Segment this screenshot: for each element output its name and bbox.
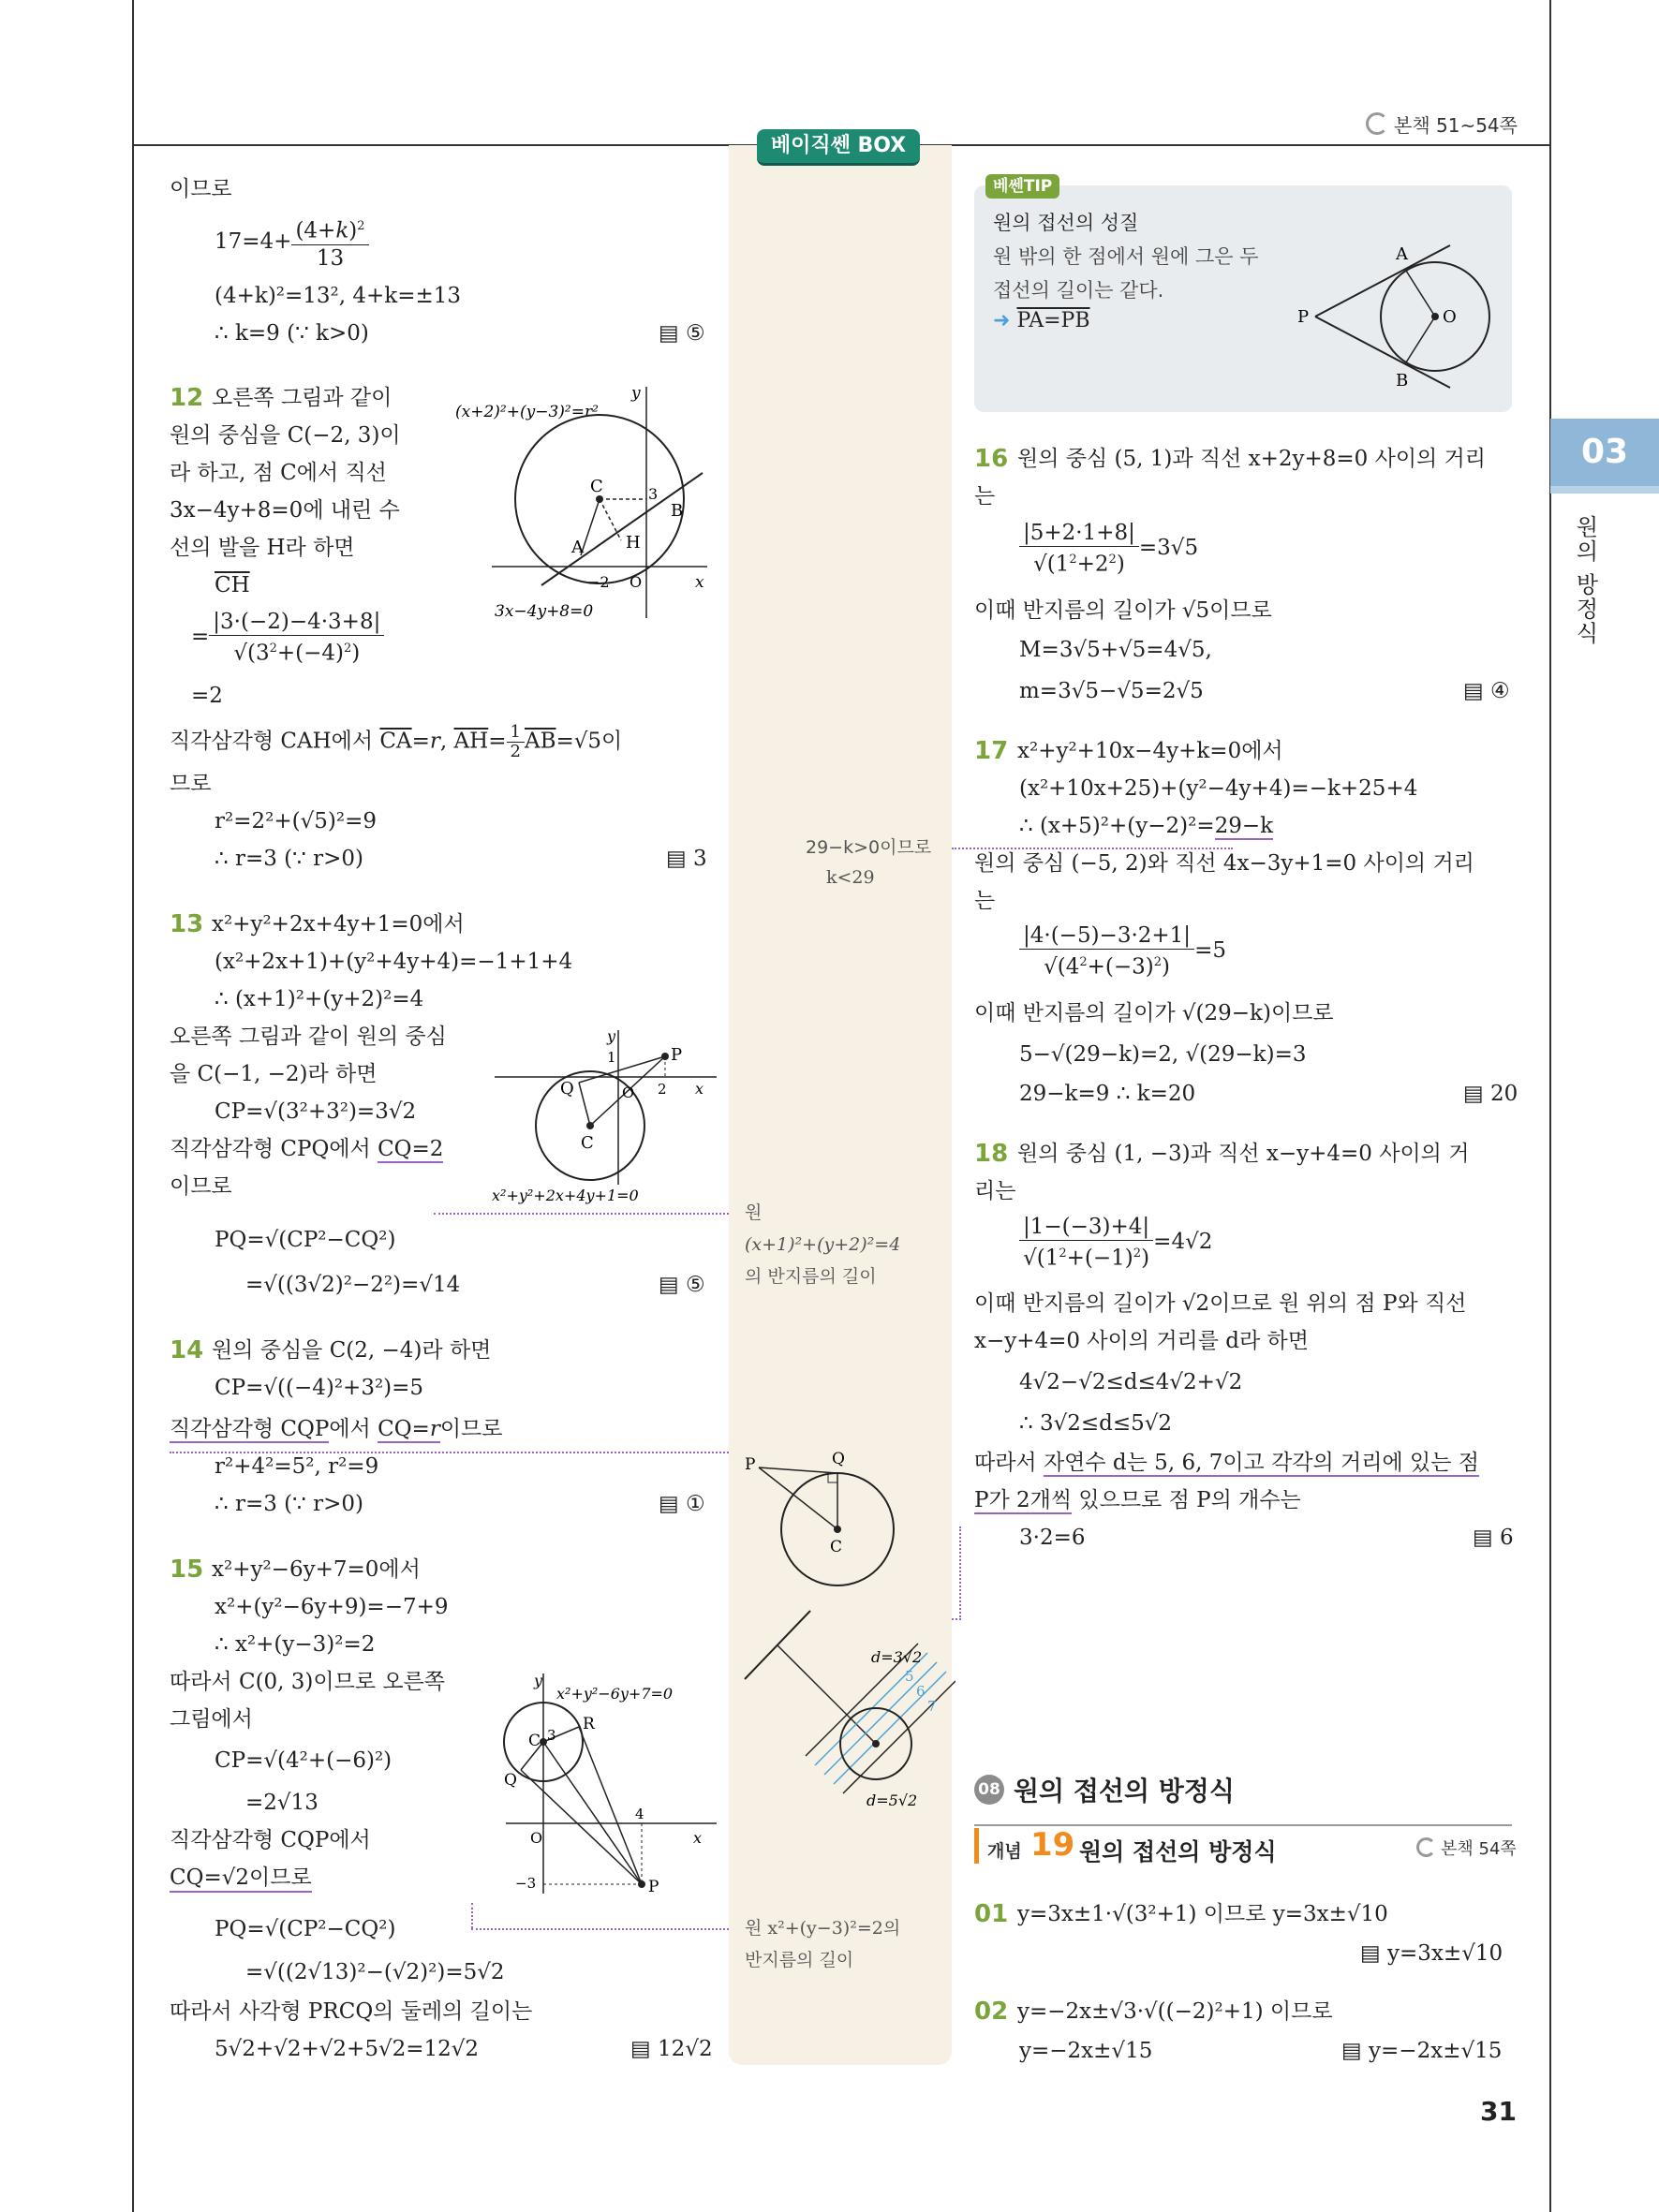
text-line: 선의 발을 H라 하면 <box>170 536 355 560</box>
text-line: 오른쪽 그림과 같이 <box>212 386 393 410</box>
problem-number: 15 <box>170 1556 204 1584</box>
text-line: 직각삼각형 CQP에서 <box>170 1828 371 1852</box>
text-line: =√((3√2)²−2²)=√14 <box>245 1273 461 1297</box>
svg-text:P: P <box>648 1878 659 1896</box>
text-line: CP=√(3²+3²)=3√2 <box>215 1099 417 1124</box>
text-line: ∴ k=9 (∵ k>0) <box>215 321 369 346</box>
answer-icon: ▤ <box>659 1492 679 1516</box>
leader-line <box>952 848 1233 849</box>
text-line: r²=2²+(√5)²=9 <box>215 809 377 833</box>
answer-badge: ▤ 20 <box>1463 1082 1518 1106</box>
answer-badge: ▤ 12√2 <box>630 2037 713 2061</box>
text-line: 오른쪽 그림과 같이 원의 중심 <box>170 1025 447 1049</box>
svg-text:d=5√2: d=5√2 <box>867 1792 918 1809</box>
concept-num: 19 <box>1030 1826 1075 1864</box>
svg-text:C: C <box>528 1732 541 1750</box>
text-line: PQ=√(CP²−CQ²) <box>215 1228 396 1252</box>
basic-box-title: 베이직쎈 BOX <box>757 129 920 166</box>
note-line: 29−k>0이므로 <box>806 837 932 858</box>
leader-line <box>471 1903 473 1928</box>
text-line: ∴ (x+5)²+(y−2)²=29−k <box>1019 814 1274 838</box>
problem-number: 01 <box>974 1900 1009 1928</box>
answer-badge: ▤ y=−2x±√15 <box>1341 2039 1503 2063</box>
left-margin-line <box>132 0 134 2212</box>
concept-label: 개념 <box>987 1841 1022 1862</box>
text-line: 그림에서 <box>170 1707 253 1732</box>
svg-text:x²+y²+2x+4y+1=0: x²+y²+2x+4y+1=0 <box>492 1187 639 1204</box>
answer-badge: ▤ ④ <box>1463 679 1510 703</box>
tip-badge: 베쎈TIP <box>985 174 1059 199</box>
text-line: 리는 <box>974 1179 1016 1203</box>
answer-icon: ▤ <box>1463 679 1484 703</box>
text-line: ∴ 3√2≤d≤5√2 <box>1019 1411 1173 1436</box>
text-line: CP=√(4²+(−6)²) <box>215 1748 393 1773</box>
svg-text:x: x <box>693 1829 703 1847</box>
svg-text:A: A <box>571 538 584 557</box>
svg-text:C: C <box>590 477 603 496</box>
text-line: $\overline{CH}$ <box>215 573 250 597</box>
text-line: ∴ r=3 (∵ r>0) <box>215 1492 363 1516</box>
text-line: ∴ (x+1)²+(y+2)²=4 <box>215 987 424 1011</box>
tip-title: 원의 접선의 성질 <box>993 212 1139 234</box>
answer-badge: ▤ 3 <box>666 847 707 871</box>
answer-icon: ▤ <box>666 847 687 871</box>
svg-text:6: 6 <box>916 1683 926 1700</box>
concept-title: 원의 접선의 방정식 <box>1079 1838 1277 1865</box>
text-line: M=3√5+√5=4√5, <box>1019 638 1212 662</box>
text-line: ∴ x²+(y−3)²=2 <box>215 1632 376 1657</box>
answer-icon: ▤ <box>1463 1082 1484 1106</box>
tip-result: ➜ PA=PB <box>993 309 1090 332</box>
svg-text:7: 7 <box>927 1698 937 1715</box>
svg-text:−2: −2 <box>587 573 610 591</box>
text-line: 을 C(−1, −2)라 하면 <box>170 1062 378 1086</box>
svg-text:Q: Q <box>504 1771 517 1790</box>
text-line: 이때 반지름의 길이가 √2이므로 원 위의 점 P와 직선 <box>974 1291 1467 1316</box>
problem-number: 18 <box>974 1140 1009 1168</box>
text-line: P가 2개씩 있으므로 점 P의 개수는 <box>974 1488 1301 1512</box>
svg-text:A: A <box>1396 244 1408 264</box>
svg-text:y: y <box>631 384 641 403</box>
text-line: 따라서 자연수 d는 5, 6, 7이고 각각의 거리에 있는 점 <box>974 1451 1479 1475</box>
svg-text:y: y <box>534 1672 543 1689</box>
text-line: 5√2+√2+√2+5√2=12√2 <box>215 2037 480 2061</box>
svg-text:B: B <box>671 501 684 521</box>
text-line: r²+4²=5², r²=9 <box>215 1454 379 1479</box>
page-number: 31 <box>1480 2096 1517 2127</box>
leader-line <box>959 1526 961 1620</box>
arrow-icon: ➜ <box>993 309 1011 332</box>
text-line: 원의 중심을 C(−2, 3)이 <box>170 423 401 448</box>
svg-text:C: C <box>830 1538 843 1556</box>
text-line: 원의 중심 (−5, 2)와 직선 4x−3y+1=0 사이의 거리 <box>974 851 1474 876</box>
tip-line: 원 밖의 한 점에서 원에 그은 두 <box>993 245 1259 268</box>
svg-text:R: R <box>583 1715 595 1733</box>
section-badge: 08 <box>974 1775 1004 1805</box>
text-line: (4+k)²=13², 4+k=±13 <box>215 284 462 308</box>
text-line: y=−2x±√15 <box>1019 2039 1153 2063</box>
text-line: 직각삼각형 CAH에서 $\overline{CA}=r$, $\overline{AH}=$ $\frac{1}{2}$ $\overline{AB}=√5$이 <box>170 722 623 761</box>
fig-label: (x+2)²+(y−3)²=r² <box>455 403 599 421</box>
text-line: 원의 중심 (1, −3)과 직선 x−y+4=0 사이의 거 <box>1017 1142 1470 1166</box>
problem-number: 14 <box>170 1336 204 1364</box>
problem-number: 02 <box>974 1998 1009 2026</box>
tip-line: 접선의 길이는 같다. <box>993 279 1164 302</box>
text-line: 따라서 사각형 PRCQ의 둘레의 길이는 <box>170 1999 533 2024</box>
text-line: m=3√5−√5=2√5 <box>1019 679 1204 703</box>
text-line: =2√13 <box>245 1791 318 1815</box>
text-line: 5−√(29−k)=2, √(29−k)=3 <box>1019 1042 1307 1067</box>
text-line: 직각삼각형 CPQ에서 CQ=2 <box>170 1137 444 1161</box>
leader-line <box>170 1452 729 1453</box>
text-line: 29−k=9 ∴ k=20 <box>1019 1082 1196 1106</box>
text-line: 라 하고, 점 C에서 직선 <box>170 461 387 485</box>
text-line: $\frac{|1-(-3)+4|}{√(1^2+(-1)^2)}$ =4√2 <box>1019 1214 1212 1272</box>
note-line: 원 x²+(y−3)²=2의 <box>745 1918 901 1939</box>
text-line: = $\frac{|3\cdot(-2)-4\cdot 3+8|}{√(3^2+(-4)^2)}$ <box>191 609 384 667</box>
answer-icon: ▤ <box>1473 1526 1493 1550</box>
text-line: 는 <box>974 484 996 509</box>
concept-ref: 본책 54쪽 <box>1416 1836 1517 1860</box>
text-line: 따라서 C(0, 3)이므로 오른쪽 <box>170 1670 446 1694</box>
leader-line <box>471 1928 729 1930</box>
ref-icon <box>1366 112 1388 135</box>
svg-text:Q: Q <box>832 1450 845 1468</box>
text-line: 이므로 <box>170 1174 232 1199</box>
text-line: x²+y²+10x−4y+k=0에서 <box>1017 739 1283 763</box>
answer-icon: ▤ <box>659 1273 679 1297</box>
text-line: ∴ r=3 (∵ r>0) <box>215 847 363 871</box>
text-line: x²+(y²−6y+9)=−7+9 <box>215 1595 449 1619</box>
svg-text:4: 4 <box>635 1806 644 1822</box>
svg-text:B: B <box>1396 371 1409 391</box>
figure-q15 <box>496 1669 721 1903</box>
text-line: x−y+4=0 사이의 거리를 d라 하면 <box>974 1329 1309 1353</box>
figure-q12 <box>450 379 712 623</box>
text-line: 이므로 <box>170 177 232 201</box>
text-line: 이때 반지름의 길이가 √(29−k)이므로 <box>974 1001 1334 1025</box>
svg-text:5: 5 <box>905 1668 914 1685</box>
problem-number: 12 <box>170 384 204 412</box>
chapter-tab-base <box>1550 486 1659 494</box>
text-line: 므로 <box>170 772 212 796</box>
svg-text:3x−4y+8=0: 3x−4y+8=0 <box>495 602 594 621</box>
text-line: 원의 중심 (5, 1)과 직선 x+2y+8=0 사이의 거리 <box>1017 447 1486 471</box>
answer-icon: ▤ <box>659 321 679 346</box>
text-line: 17=4+ $\frac{(4+k)^2}{13}$ <box>215 214 369 272</box>
text-line: =√((2√13)²−(√2)²)=5√2 <box>245 1960 505 1984</box>
leader-line <box>434 1213 729 1215</box>
svg-text:x: x <box>695 1080 704 1098</box>
text-line: x²+y²−6y+7=0에서 <box>212 1557 421 1582</box>
svg-text:x²+y²−6y+7=0: x²+y²−6y+7=0 <box>556 1685 674 1703</box>
answer-badge: ▤ ① <box>659 1492 705 1516</box>
text-line: $\frac{|5+2\cdot 1+8|}{√(1^2+2^2)}$ =3√5 <box>1019 520 1198 578</box>
svg-text:H: H <box>626 533 641 553</box>
text-line: y=−2x±√3·√((−2)²+1) 이므로 <box>1017 1999 1333 2024</box>
text-line: PQ=√(CP²−CQ²) <box>215 1917 396 1941</box>
ref-icon <box>1416 1837 1436 1857</box>
svg-text:3: 3 <box>547 1727 556 1744</box>
svg-text:P: P <box>745 1455 756 1474</box>
leader-line <box>952 1618 961 1620</box>
svg-text:C: C <box>581 1133 594 1153</box>
note-line: k<29 <box>826 867 875 888</box>
text-line: CQ=√2이므로 <box>170 1865 312 1893</box>
figure-q14 <box>740 1438 909 1587</box>
answer-icon: ▤ <box>630 2037 651 2061</box>
svg-text:x: x <box>695 573 704 592</box>
right-margin-line <box>1549 0 1551 2212</box>
chapter-title: 원의 방정식 <box>1572 515 1598 646</box>
svg-text:d=3√2: d=3√2 <box>871 1648 923 1666</box>
svg-text:O: O <box>630 573 643 591</box>
text-line: 는 <box>974 889 996 913</box>
svg-text:−3: −3 <box>515 1875 537 1892</box>
note-line: (x+1)²+(y+2)²=4 <box>745 1234 901 1255</box>
text-line: (x²+10x+25)+(y²−4y+4)=−k+25+4 <box>1019 776 1418 801</box>
text-line: 원의 중심을 C(2, −4)라 하면 <box>212 1338 492 1363</box>
svg-text:3: 3 <box>648 485 659 503</box>
text-line: $\frac{|4\cdot(-5)-3\cdot 2+1|}{√(4^2+(-3)^2)}$ =5 <box>1019 922 1226 981</box>
text-line: 이때 반지름의 길이가 √5이므로 <box>974 598 1272 623</box>
problem-number: 13 <box>170 910 204 938</box>
figure-q13 <box>487 1021 721 1208</box>
section-title: 원의 접선의 방정식 <box>1014 1776 1235 1806</box>
text-line: 3x−4y+8=0에 내린 수 <box>170 498 400 523</box>
problem-number: 17 <box>974 737 1009 765</box>
problem-number: 16 <box>974 445 1009 473</box>
note-line: 반지름의 길이 <box>745 1950 854 1970</box>
answer-badge: ▤ y=3x±√10 <box>1360 1941 1503 1966</box>
answer-badge: ▤ ⑤ <box>659 1273 705 1297</box>
svg-text:Q: Q <box>560 1079 574 1099</box>
note-line: 의 반지름의 길이 <box>745 1266 877 1287</box>
figure-q18 <box>740 1606 955 1821</box>
text-line: 4√2−√2≤d≤4√2+√2 <box>1019 1370 1243 1394</box>
text-line: x²+y²+2x+4y+1=0에서 <box>212 912 465 936</box>
answer-badge: ▤ ⑤ <box>659 321 705 346</box>
svg-text:y: y <box>607 1027 616 1045</box>
svg-text:2: 2 <box>658 1081 667 1098</box>
answer-icon: ▤ <box>1360 1941 1381 1966</box>
svg-text:1: 1 <box>607 1049 616 1066</box>
answer-badge: ▤ 6 <box>1473 1526 1514 1550</box>
text-line: y=3x±1·√(3²+1) 이므로 y=3x±√10 <box>1017 1902 1388 1926</box>
svg-text:P: P <box>671 1045 683 1065</box>
text-line: 직각삼각형 CQP에서 CQ=r이므로 <box>170 1417 503 1441</box>
page-ref: 본책 51~54쪽 <box>1366 111 1518 138</box>
answer-icon: ▤ <box>1341 2039 1362 2063</box>
svg-text:P: P <box>1297 307 1310 327</box>
svg-text:O: O <box>622 1084 635 1101</box>
concept-marker <box>974 1828 979 1864</box>
svg-text:O: O <box>1443 307 1457 327</box>
text-line: 3·2=6 <box>1019 1526 1086 1550</box>
svg-text:O: O <box>530 1829 543 1847</box>
text-line: (x²+2x+1)+(y²+4y+4)=−1+1+4 <box>215 950 573 974</box>
text-line: CP=√((−4)²+3²)=5 <box>215 1376 424 1400</box>
tip-figure <box>1293 236 1499 395</box>
chapter-tab: 03 <box>1550 419 1659 486</box>
text-line: =2 <box>191 684 223 708</box>
note-line: 원 <box>745 1202 763 1223</box>
